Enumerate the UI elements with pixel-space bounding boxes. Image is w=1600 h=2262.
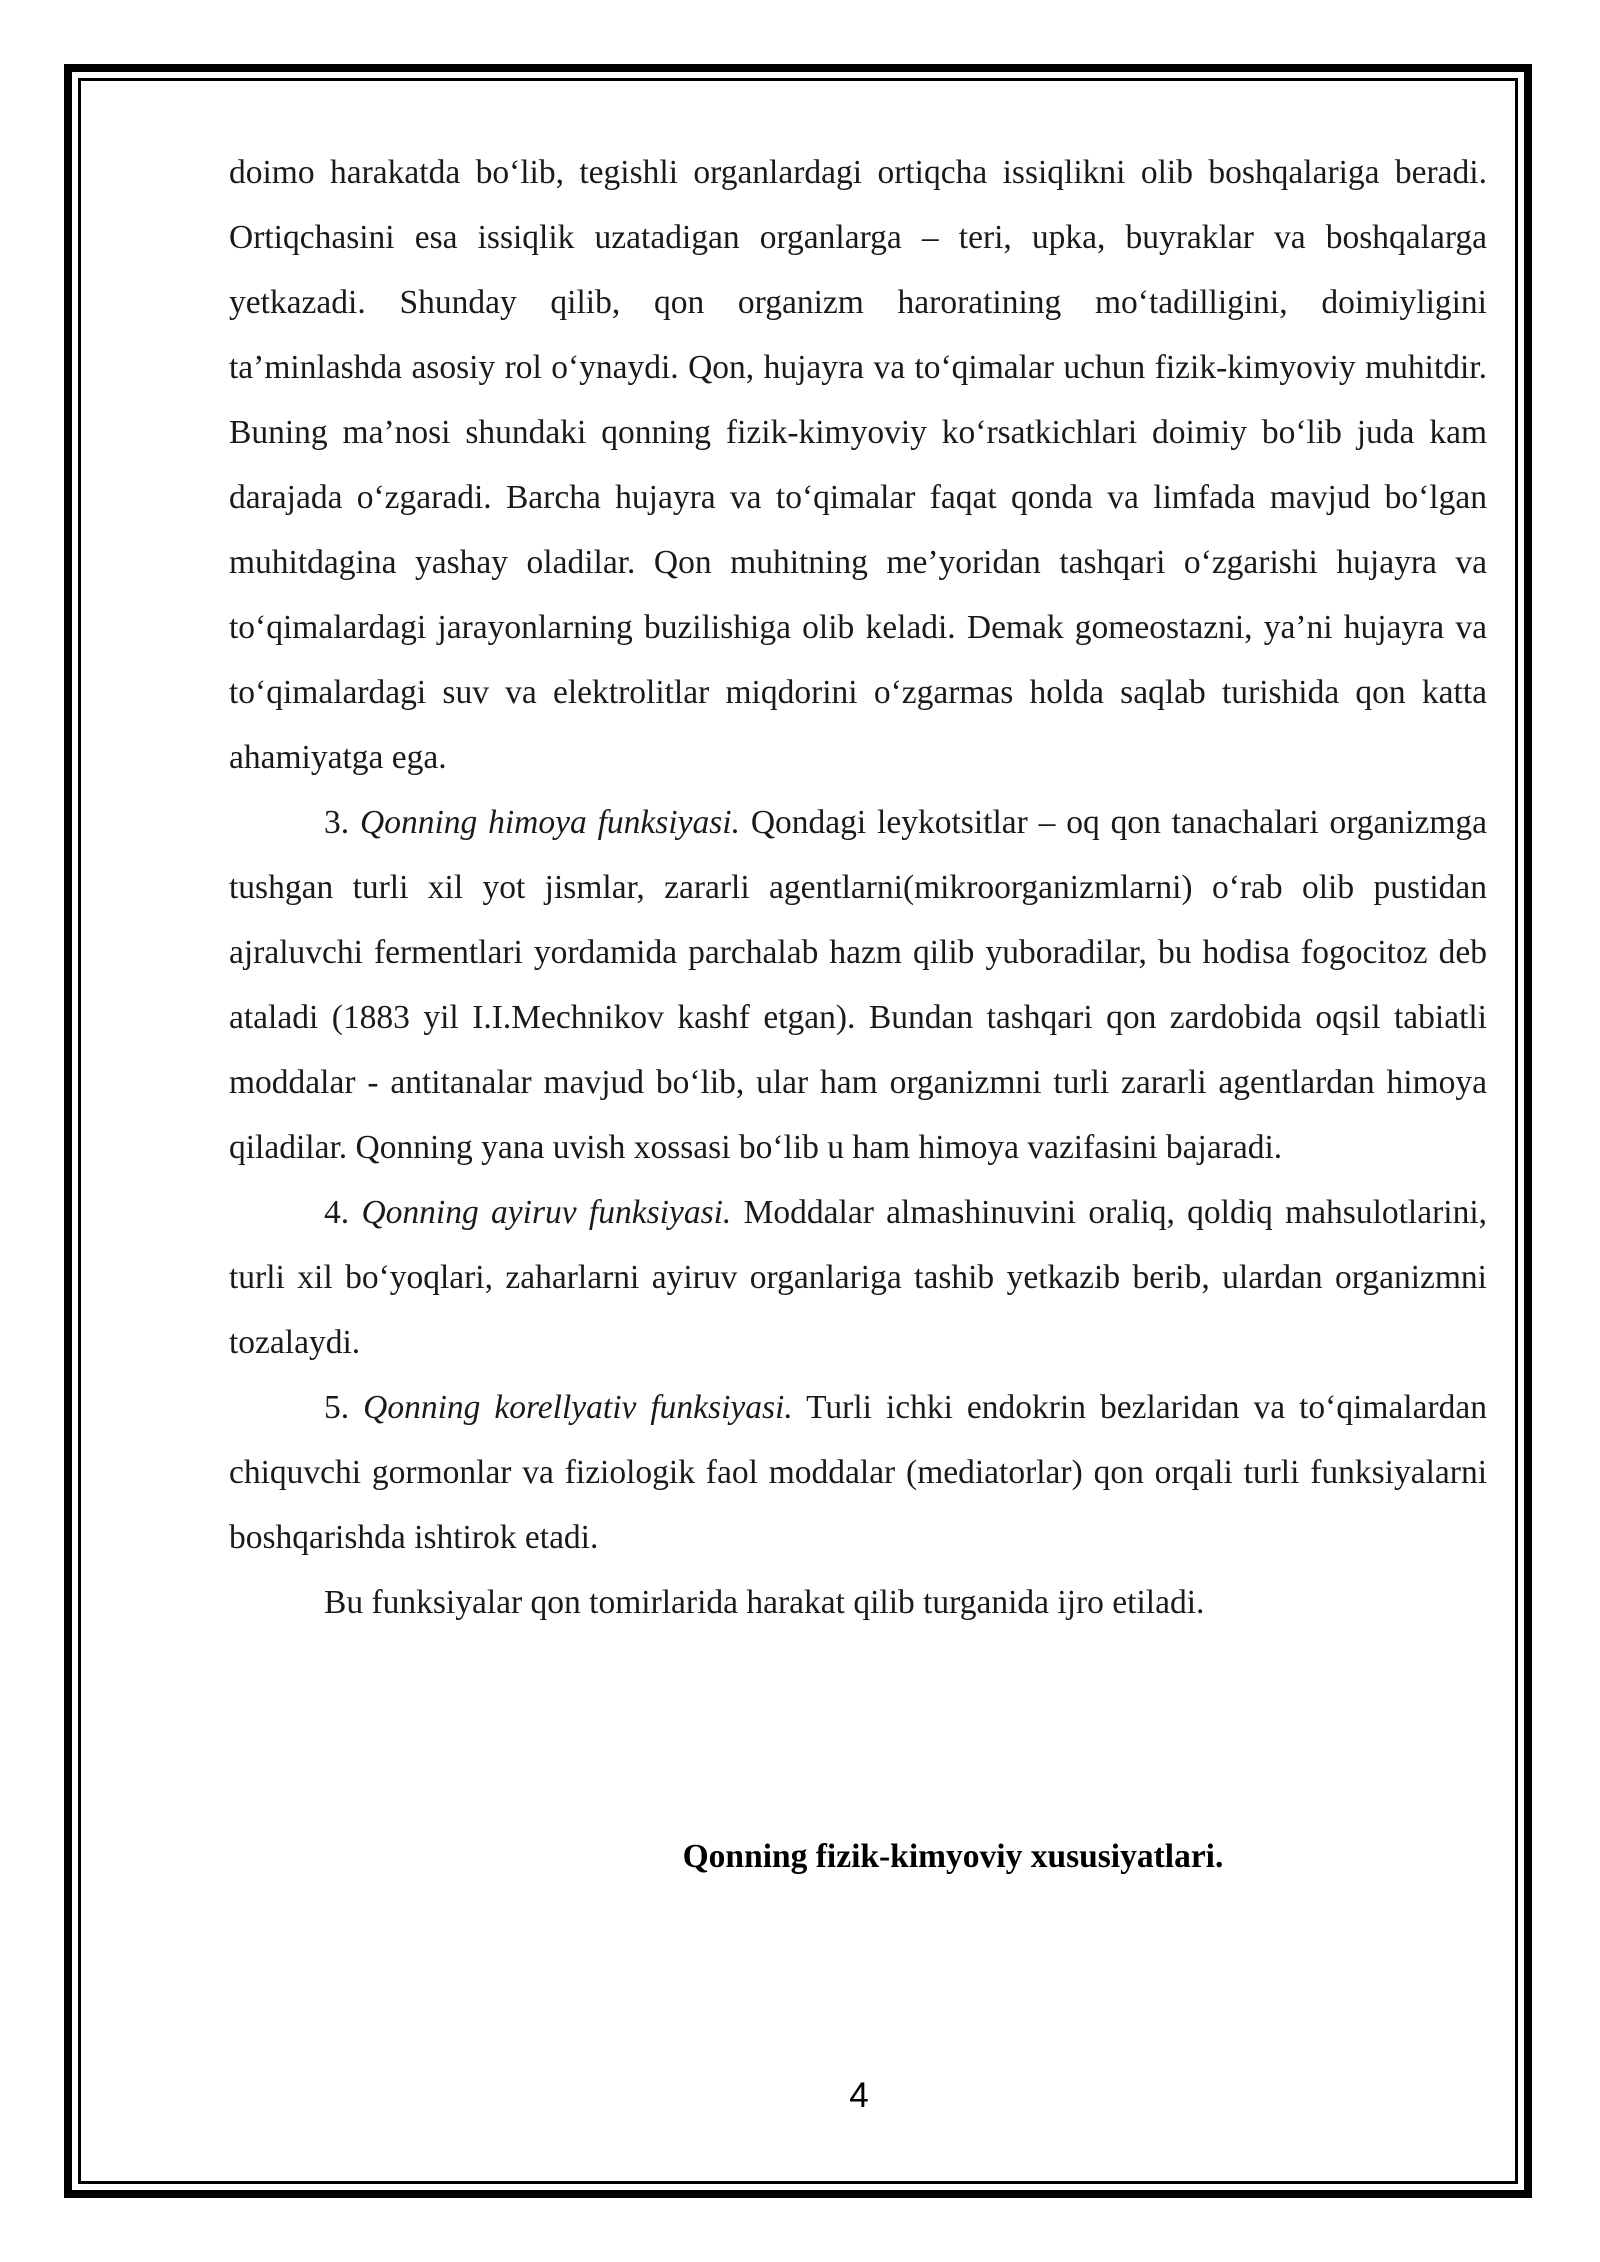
item-number: 3. [324, 804, 350, 841]
paragraph-excretory-function [229, 1180, 1487, 1375]
item-body: Qondagi leykotsitlar – oq qon tanachalari organizmga tushgan turli xil yot jismlar, zararli agentlarni(mikroorganizmlarni) o‘rab olib pustidan ajraluvchi fermentlari yordamida parchalab hazm qilib yuboradilar, bu hodisa fogocitoz deb ataladi (1883 yil I.I.Mechnikov kashf etgan). Bundan tashqari qon zardobida oqsil tabiatli moddalar - antitanalar mavjud bo‘lib, ular ham organizmni turli zararli agentlardan himoya qiladilar. Qonning yana uvish xossasi bo‘lib u ham himoya vazifasini bajaradi. [229, 804, 1488, 1166]
paragraph-summary: Bu funksiyalar qon tomirlarida harakat qilib turganida ijro etiladi. [324, 1584, 1205, 1621]
item-body: Turli ichki endokrin bezlaridan va to‘qimalardan chiquvchi gormonlar va fiziologik faol moddalar (mediatorlar) qon orqali turli funksiyalarni boshqarishda ishtirok etadi. [229, 1389, 1488, 1556]
item-body: Moddalar almashinuvini oraliq, qoldiq mahsulotlarini, turli xil bo‘yoqlari, zaharlarni ayiruv organlariga tashib yetkazib berib, ulardan organizmni tozalaydi. [229, 1194, 1487, 1361]
item-number: 4. [324, 1194, 350, 1231]
paragraph-protective-function [229, 790, 1487, 1180]
paragraph-correlative-function [229, 1375, 1487, 1570]
document-body [229, 140, 1487, 1635]
item-number: 5. [324, 1389, 350, 1426]
item-title: Qonning korellyativ funksiyasi. [363, 1389, 793, 1426]
section-heading: Qonning fizik-kimyoviy xususiyatlari. [682, 1838, 1224, 1875]
page-number: 4 [849, 2076, 869, 2115]
item-title: Qonning himoya funksiyasi. [360, 804, 740, 841]
paragraph-thermoregulation: doimo harakatda bo‘lib, tegishli organlardagi ortiqcha issiqlikni olib boshqalariga beradi. Ortiqchasini esa issiqlik uzatadigan organlarga – teri, upka, buyraklar va boshqalarga yetkazadi. Shunday qilib, qon organizm haroratining mo‘tadilligini, doimiyligini ta’minlashda asosiy rol o‘ynaydi. Qon, hujayra va to‘qimalar uchun fizik-kimyoviy muhitdir. Buning ma’nosi shundaki qonning fizik-kimyoviy ko‘rsatkichlari doimiy bo‘lib juda kam darajada o‘zgaradi. Barcha hujayra va to‘qimalar faqat qonda va limfada mavjud bo‘lgan muhitdagina yashay oladilar. Qon muhitning me’yoridan tashqari o‘zgarishi hujayra va to‘qimalardagi jarayonlarning buzilishiga olib keladi. Demak gomeostazni, ya’ni hujayra va to‘qimalardagi suv va elektrolitlar miqdorini o‘zgarmas holda saqlab turishida qon katta ahamiyatga ega. [229, 154, 1487, 776]
item-title: Qonning ayiruv funksiyasi. [361, 1194, 732, 1231]
